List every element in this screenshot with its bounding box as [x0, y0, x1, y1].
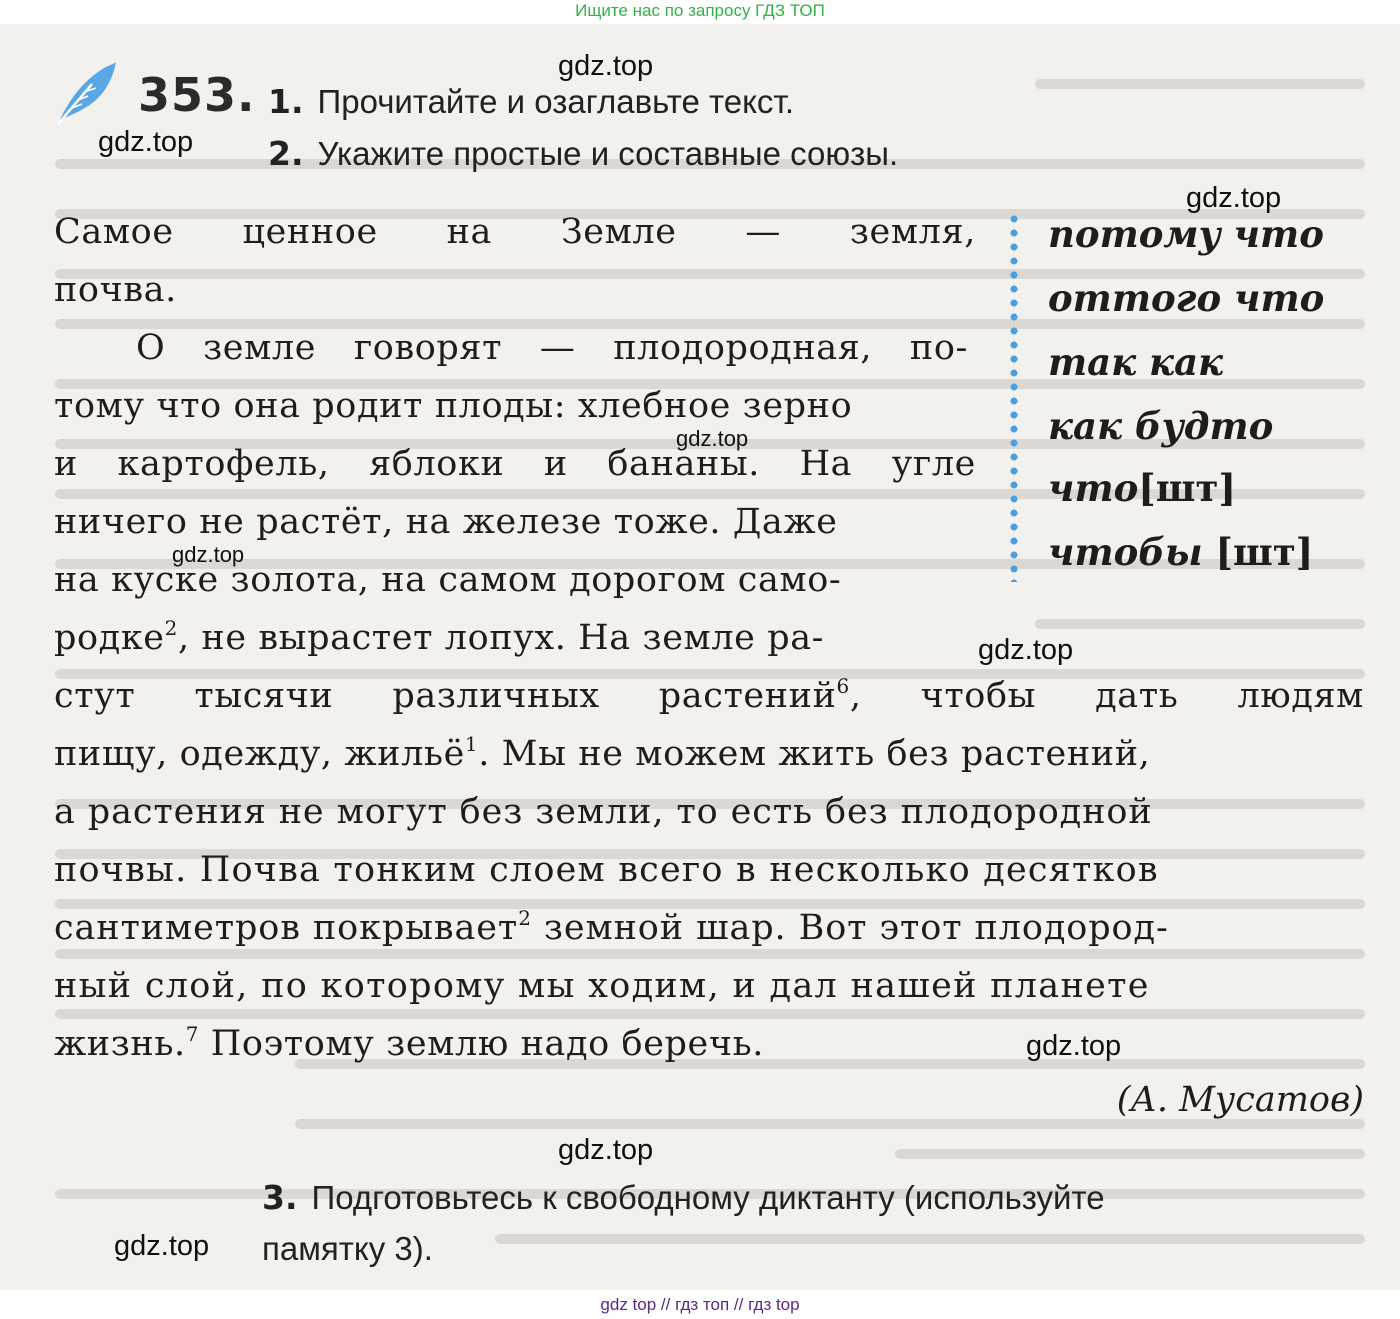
- word: дать: [1095, 676, 1179, 716]
- text-line-2: почва.: [54, 270, 177, 310]
- text-line-6: ничего не растёт, на железе тоже. Даже: [54, 502, 838, 542]
- footnote-mark: 2: [164, 616, 178, 640]
- text-fragment: земной шар. Вот этот плодород-: [531, 908, 1169, 948]
- conjunction-6: [1048, 530, 1313, 574]
- dotted-divider: [1008, 212, 1020, 582]
- watermark: gdz.top: [978, 634, 1074, 666]
- word: земля,: [849, 212, 976, 252]
- task-2: [268, 134, 898, 173]
- watermark: gdz.top: [98, 126, 194, 158]
- text-line-13: [54, 908, 1169, 948]
- word: по-: [909, 328, 968, 368]
- word: и: [543, 444, 568, 484]
- watermark: gdz.top: [1026, 1030, 1122, 1062]
- conjunction-word: что: [1048, 466, 1139, 510]
- text-line-1: [54, 212, 976, 252]
- footnote-mark: 2: [518, 906, 532, 930]
- watermark: gdz.top: [558, 50, 654, 82]
- word: —: [745, 212, 782, 252]
- task-1-number: 1.: [268, 82, 304, 121]
- watermark: gdz.top: [172, 542, 245, 567]
- footer-links[interactable]: gdz top // гдз топ // гдз top: [0, 1290, 1400, 1319]
- text-line-10: [54, 734, 1150, 774]
- text-fragment: , не вырастет лопух. На земле ра-: [177, 618, 825, 658]
- word: угле: [891, 444, 976, 484]
- text-line-12: почвы. Почва тонким слоем всего в несколько десятков: [54, 850, 1159, 890]
- word: Самое: [54, 212, 174, 252]
- task-2-text: Укажите простые и составные союзы.: [317, 135, 899, 172]
- conjunction-1: потому что: [1048, 212, 1324, 256]
- text-fragment: пищу, одежду, жильё: [54, 734, 465, 774]
- conjunction-2: оттого что: [1048, 276, 1325, 320]
- text-fragment: жизнь.: [54, 1024, 186, 1064]
- task-3-text: Подготовьтесь к свободному диктанту (используйте: [311, 1179, 1105, 1216]
- footnote-mark: 6: [836, 674, 850, 698]
- text-line-9: [54, 676, 1364, 716]
- word: На: [799, 444, 853, 484]
- word: тысячи: [194, 676, 334, 716]
- word-with-mark: растений$^6$,: [658, 674, 862, 716]
- watermark: gdz.top: [1186, 182, 1282, 214]
- watermark: gdz.top: [114, 1230, 210, 1262]
- word: ценное: [242, 212, 378, 252]
- task-1: [268, 82, 794, 121]
- conjunction-3: так как: [1048, 340, 1224, 384]
- conjunction-word: чтобы: [1048, 530, 1203, 574]
- author-signature: (А. Мусатов): [1116, 1080, 1364, 1120]
- task-2-number: 2.: [268, 134, 304, 173]
- watermark: gdz.top: [558, 1134, 654, 1166]
- text-line-5: [54, 444, 976, 484]
- conjunction-note: [шт]: [1215, 530, 1314, 574]
- footnote-mark: 1: [464, 732, 479, 756]
- word: стут: [54, 676, 136, 716]
- task-1-text: Прочитайте и озаглавьте текст.: [317, 83, 795, 120]
- word: растений: [658, 676, 837, 716]
- word: и: [54, 444, 78, 484]
- text-fragment: . Мы не можем жить без растений,: [478, 734, 1151, 774]
- text-line-4: тому что она родит плоды: хлебное зерно: [54, 386, 853, 426]
- word: плодородная,: [613, 328, 873, 368]
- word: чтобы: [920, 676, 1037, 716]
- text-fragment: сантиметров покрывает: [54, 908, 519, 948]
- feather-icon: [52, 58, 120, 128]
- conjunction-note: [шт]: [1138, 466, 1236, 510]
- word: бананы.: [607, 444, 761, 484]
- watermark: gdz.top: [676, 426, 749, 451]
- word: яблоки: [369, 444, 505, 484]
- task-3: [262, 1178, 1362, 1217]
- task-3-line-2: памятку 3).: [262, 1230, 433, 1267]
- exercise-number: 353.: [138, 68, 256, 122]
- search-hint-banner: Ищите нас по запросу ГДЗ ТОП: [0, 0, 1400, 24]
- text-line-3: [136, 328, 968, 368]
- word: людям: [1237, 676, 1364, 716]
- text-line-7: на куске золота, на самом дорогом само-: [54, 560, 842, 600]
- word: картофель,: [117, 444, 330, 484]
- text-line-14: ный слой, по которому мы ходим, и дал нашей планете: [54, 966, 1150, 1006]
- word: на: [446, 212, 493, 252]
- text-fragment: родке: [54, 618, 165, 658]
- word: говорят: [353, 328, 503, 368]
- text-line-15: [54, 1024, 764, 1064]
- task-3-number: 3.: [262, 1178, 298, 1217]
- text-line-8: [54, 618, 824, 658]
- word: земле: [203, 328, 317, 368]
- conjunction-5: [1048, 466, 1236, 510]
- conjunction-4: как будто: [1048, 404, 1274, 448]
- footnote-mark: 7: [185, 1022, 200, 1046]
- text-fragment: Поэтому землю надо беречь.: [199, 1024, 764, 1064]
- word: О: [136, 328, 166, 368]
- word: —: [539, 328, 576, 368]
- word: различных: [392, 676, 600, 716]
- text-line-11: а растения не могут без земли, то есть без плодородной: [54, 792, 1153, 832]
- task-3-line-1: [262, 1178, 1105, 1217]
- word: Земле: [560, 212, 677, 252]
